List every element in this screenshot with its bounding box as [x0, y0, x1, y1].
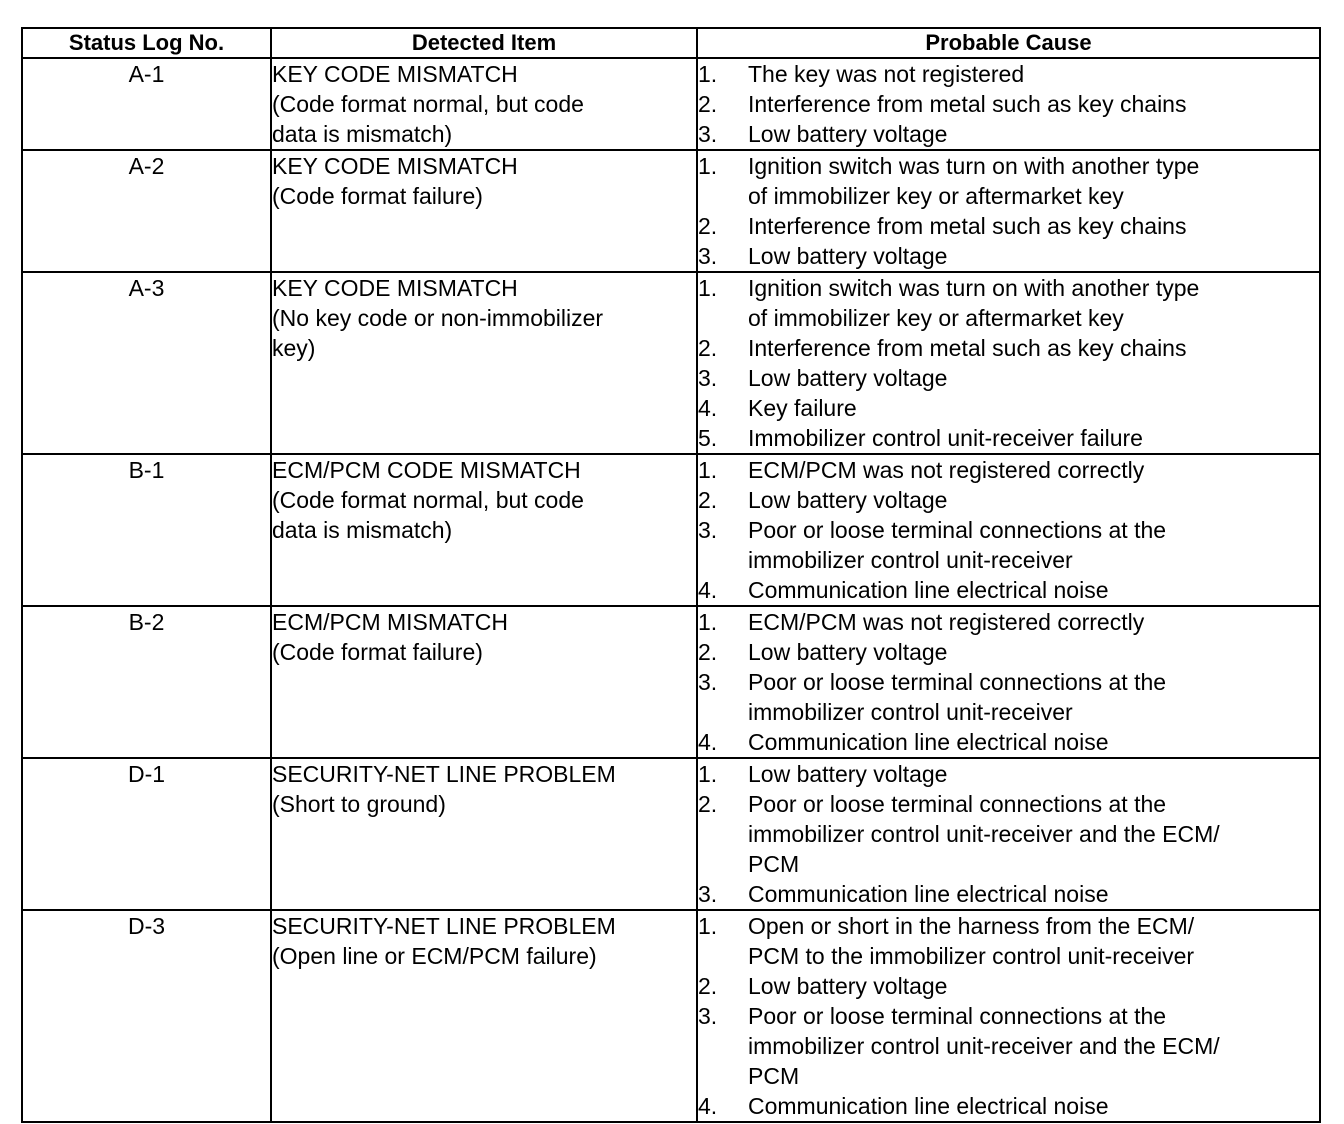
cause-text-line: Low battery voltage: [748, 243, 948, 269]
table-body: [22, 58, 1320, 1122]
cause-number: 3.: [698, 517, 718, 543]
detected-item-line: (Short to ground): [272, 791, 446, 817]
cause-text-line: of immobilizer key or aftermarket key: [748, 183, 1124, 209]
status-log-no-cell: A-3: [22, 272, 271, 454]
cause-text-line: Low battery voltage: [748, 487, 948, 513]
cause-text-line: Low battery voltage: [748, 121, 948, 147]
cause-item: [698, 151, 1319, 211]
cause-item: [698, 607, 1319, 637]
status-log-no-cell: A-1: [22, 58, 271, 150]
cause-list: [698, 607, 1319, 757]
cause-number: 4.: [698, 577, 718, 603]
detected-item-cell: [271, 910, 697, 1122]
cause-number: 1.: [698, 913, 718, 939]
cause-item: [698, 971, 1319, 1001]
cause-list: [698, 759, 1319, 909]
table-row: [22, 454, 1320, 606]
cause-item: [698, 667, 1319, 727]
cause-item: [698, 879, 1319, 909]
detected-item-cell: [271, 150, 697, 272]
probable-cause-cell: [697, 454, 1320, 606]
cause-text-line: Open or short in the harness from the ECM/: [748, 913, 1195, 939]
cause-number: 2.: [698, 335, 718, 361]
detected-item-line: KEY CODE MISMATCH: [272, 153, 518, 179]
cause-item: [698, 211, 1319, 241]
detected-item-line: SECURITY-NET LINE PROBLEM: [272, 761, 616, 787]
cause-item: [698, 59, 1319, 89]
detected-item-cell: [271, 272, 697, 454]
detected-item-line: key): [272, 335, 316, 361]
cause-text-line: The key was not registered: [748, 61, 1025, 87]
probable-cause-cell: [697, 58, 1320, 150]
detected-item-cell: [271, 454, 697, 606]
detected-item-line: (Code format normal, but code: [272, 487, 584, 513]
cause-text-line: Immobilizer control unit-receiver failure: [748, 425, 1143, 451]
detected-item-cell: [271, 58, 697, 150]
cause-text-line: Poor or loose terminal connections at the: [748, 1003, 1167, 1029]
detected-item-line: KEY CODE MISMATCH: [272, 275, 518, 301]
cause-item: [698, 789, 1319, 879]
table-row: [22, 58, 1320, 150]
cause-list: [698, 273, 1319, 453]
table-row: [22, 606, 1320, 758]
cause-text-line: Poor or loose terminal connections at the: [748, 791, 1167, 817]
cause-text-line: Communication line electrical noise: [748, 577, 1109, 603]
cause-text-line: Interference from metal such as key chains: [748, 335, 1187, 361]
detected-item-line: SECURITY-NET LINE PROBLEM: [272, 913, 616, 939]
cause-number: 2.: [698, 973, 718, 999]
cause-item: [698, 1001, 1319, 1091]
cause-list: [698, 151, 1319, 271]
detected-item-cell: [271, 758, 697, 910]
cause-item: [698, 637, 1319, 667]
probable-cause-cell: [697, 606, 1320, 758]
cause-text-line: Communication line electrical noise: [748, 1093, 1109, 1119]
cause-number: 3.: [698, 881, 718, 907]
cause-text-line: Poor or loose terminal connections at the: [748, 669, 1167, 695]
cause-number: 3.: [698, 669, 718, 695]
cause-item: [698, 575, 1319, 605]
cause-number: 2.: [698, 91, 718, 117]
cause-item: [698, 759, 1319, 789]
cause-item: [698, 485, 1319, 515]
detected-item-line: (Code format failure): [272, 639, 483, 665]
cause-text-line: PCM: [748, 851, 800, 877]
detected-item-line: (Code format failure): [272, 183, 483, 209]
cause-number: 2.: [698, 791, 718, 817]
cause-item: [698, 333, 1319, 363]
cause-text-line: of immobilizer key or aftermarket key: [748, 305, 1124, 331]
header-probable-cause: Probable Cause: [697, 28, 1320, 58]
cause-number: 1.: [698, 609, 718, 635]
cause-number: 3.: [698, 365, 718, 391]
cause-text-line: ECM/PCM was not registered correctly: [748, 609, 1145, 635]
detected-item-cell: [271, 606, 697, 758]
probable-cause-cell: [697, 910, 1320, 1122]
table-row: [22, 272, 1320, 454]
detected-item-line: data is mismatch): [272, 121, 453, 147]
cause-number: 3.: [698, 1003, 718, 1029]
cause-text-line: Interference from metal such as key chains: [748, 91, 1187, 117]
cause-number: 4.: [698, 1093, 718, 1119]
table-row: [22, 150, 1320, 272]
cause-text-line: Ignition switch was turn on with another type: [748, 153, 1200, 179]
cause-number: 2.: [698, 639, 718, 665]
status-log-no-cell: D-1: [22, 758, 271, 910]
cause-text-line: Interference from metal such as key chains: [748, 213, 1187, 239]
cause-list: [698, 455, 1319, 605]
status-log-no-cell: D-3: [22, 910, 271, 1122]
cause-item: [698, 273, 1319, 333]
status-log-table: [21, 27, 1321, 1123]
cause-item: [698, 241, 1319, 271]
cause-text-line: Ignition switch was turn on with another type: [748, 275, 1200, 301]
detected-item-line: (Open line or ECM/PCM failure): [272, 943, 597, 969]
cause-number: 1.: [698, 61, 718, 87]
cause-number: 1.: [698, 153, 718, 179]
cause-number: 3.: [698, 121, 718, 147]
cause-item: [698, 393, 1319, 423]
detected-item-line: ECM/PCM MISMATCH: [272, 609, 508, 635]
status-log-no-cell: A-2: [22, 150, 271, 272]
cause-list: [698, 59, 1319, 149]
cause-number: 2.: [698, 213, 718, 239]
cause-text-line: PCM to the immobilizer control unit-receiver: [748, 943, 1195, 969]
header-detected-item: Detected Item: [271, 28, 697, 58]
cause-text-line: Low battery voltage: [748, 639, 948, 665]
cause-text-line: immobilizer control unit-receiver and the ECM/: [748, 1033, 1220, 1059]
probable-cause-cell: [697, 272, 1320, 454]
header-row: [22, 28, 1320, 58]
cause-text-line: PCM: [748, 1063, 800, 1089]
cause-item: [698, 1091, 1319, 1121]
cause-text-line: immobilizer control unit-receiver: [748, 699, 1073, 725]
cause-number: 4.: [698, 729, 718, 755]
cause-number: 4.: [698, 395, 718, 421]
header-status-log-no: Status Log No.: [22, 28, 271, 58]
cause-item: [698, 455, 1319, 485]
cause-text-line: Low battery voltage: [748, 973, 948, 999]
cause-text-line: Communication line electrical noise: [748, 881, 1109, 907]
cause-item: [698, 119, 1319, 149]
cause-item: [698, 911, 1319, 971]
cause-text-line: Key failure: [748, 395, 857, 421]
detected-item-line: data is mismatch): [272, 517, 453, 543]
cause-number: 3.: [698, 243, 718, 269]
cause-list: [698, 911, 1319, 1121]
cause-item: [698, 727, 1319, 757]
status-log-no-cell: B-2: [22, 606, 271, 758]
cause-text-line: ECM/PCM was not registered correctly: [748, 457, 1145, 483]
cause-text-line: Poor or loose terminal connections at the: [748, 517, 1167, 543]
detected-item-line: ECM/PCM CODE MISMATCH: [272, 457, 581, 483]
table-row: [22, 910, 1320, 1122]
detected-item-line: (No key code or non-immobilizer: [272, 305, 604, 331]
cause-item: [698, 515, 1319, 575]
status-log-no-cell: B-1: [22, 454, 271, 606]
probable-cause-cell: [697, 758, 1320, 910]
cause-item: [698, 363, 1319, 393]
detected-item-line: KEY CODE MISMATCH: [272, 61, 518, 87]
cause-item: [698, 89, 1319, 119]
cause-number: 5.: [698, 425, 718, 451]
detected-item-line: (Code format normal, but code: [272, 91, 584, 117]
cause-item: [698, 423, 1319, 453]
cause-number: 1.: [698, 275, 718, 301]
cause-text-line: Low battery voltage: [748, 365, 948, 391]
cause-text-line: immobilizer control unit-receiver and the ECM/: [748, 821, 1220, 847]
cause-text-line: Communication line electrical noise: [748, 729, 1109, 755]
cause-number: 1.: [698, 761, 718, 787]
table-row: [22, 758, 1320, 910]
probable-cause-cell: [697, 150, 1320, 272]
cause-text-line: immobilizer control unit-receiver: [748, 547, 1073, 573]
cause-number: 1.: [698, 457, 718, 483]
cause-text-line: Low battery voltage: [748, 761, 948, 787]
cause-number: 2.: [698, 487, 718, 513]
